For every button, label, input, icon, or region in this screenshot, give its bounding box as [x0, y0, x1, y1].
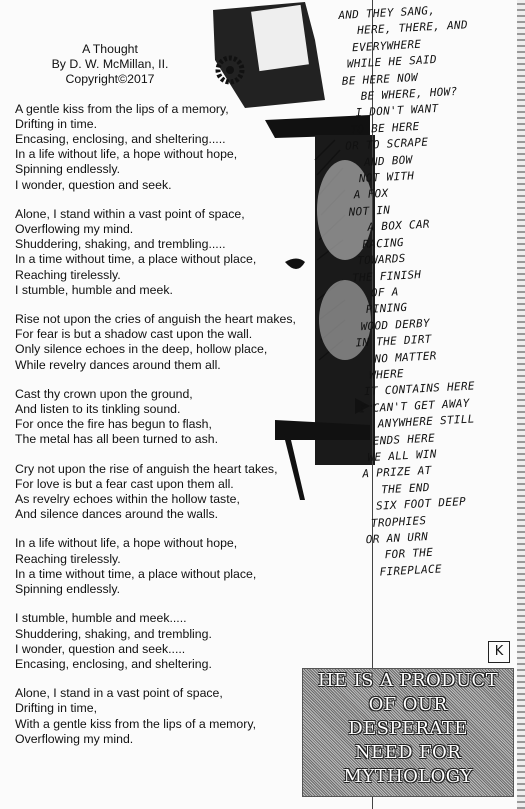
poem-line: Rise not upon the cries of anguish the heart makes, — [15, 312, 296, 327]
poem-line: Encasing, enclosing, and sheltering..... — [15, 132, 226, 147]
handwritten-line: TROPHIES — [370, 513, 427, 530]
handwritten-line: A BOX CAR — [367, 217, 431, 235]
poem-line: I wonder, question and seek. — [15, 177, 172, 192]
poem-line: I stumble, humble and meek..... — [15, 611, 187, 626]
banner-line: MYTHOLOGY — [343, 766, 473, 787]
handwritten-line: NO MATTER — [374, 348, 437, 366]
poem-line: Drifting in time, — [15, 701, 98, 716]
handwritten-line: WOOD DERBY — [360, 316, 431, 333]
poem-copyright: Copyright©2017 — [65, 72, 155, 87]
handwritten-line: WHERE — [368, 367, 405, 382]
handwritten-line: OF A — [370, 285, 399, 300]
page-edge-scan — [517, 0, 525, 809]
poem-line: And silence dances around the walls. — [15, 507, 219, 522]
banner-caption — [302, 668, 514, 797]
poem-line: In a time without time, a place without place, — [15, 566, 257, 581]
poem-line: In a time without time, a place without place, — [15, 252, 257, 267]
handwritten-line: RACING — [362, 235, 405, 251]
handwritten-line: OR TO SCRAPE — [344, 135, 429, 154]
poem-line: Overflowing my mind. — [15, 731, 134, 746]
handwritten-line: AND BOW — [363, 152, 413, 169]
poem-line: In a life without life, a hope without hope, — [15, 147, 238, 162]
poem-line: Spinning endlessly. — [15, 162, 121, 177]
handwritten-line: WHILE HE SAID — [346, 53, 438, 71]
handwritten-line: IT CONTAINS HERE — [363, 379, 476, 399]
poem-byline: By D. W. McMillan, II. — [51, 57, 169, 72]
handwritten-line: BE WHERE, HOW? — [360, 84, 458, 103]
poem-line: With a gentle kiss from the lips of a memory, — [15, 716, 257, 731]
poem-line: Cast thy crown upon the ground, — [15, 386, 193, 401]
handwritten-line: I CAN'T GET AWAY — [358, 396, 470, 416]
handwritten-verse — [338, 0, 525, 581]
handwritten-line: A PRIZE AT — [362, 464, 432, 481]
banner-line: HE IS A PRODUCT — [317, 670, 499, 691]
poem-line: Encasing, enclosing, and sheltering. — [15, 656, 212, 671]
poem-line: Shuddering, shaking, and trembling..... — [15, 237, 226, 252]
handwritten-line: THE FINISH — [351, 267, 422, 285]
handwritten-line: ANYWHERE STILL — [377, 412, 475, 431]
lips-icon — [285, 259, 305, 270]
handwritten-line: IN THE DIRT — [355, 332, 432, 350]
handwritten-line: A FOX — [353, 187, 389, 202]
poem-line: Shuddering, shaking, and trembling. — [15, 626, 212, 641]
handwritten-line: WE ALL WIN — [367, 447, 438, 465]
poem-line: For fear is but a shadow cast upon the wall. — [15, 327, 253, 342]
handwritten-line: FOR THE — [384, 546, 434, 562]
handwritten-line: I DON'T WANT — [355, 102, 439, 120]
handwritten-line: THE END — [380, 480, 431, 497]
stamp-mark: K — [488, 641, 510, 663]
handwritten-line: TO BE HERE — [350, 119, 420, 137]
handwritten-line: HERE, THERE, AND — [356, 18, 469, 38]
handwritten-line: NOT IN — [348, 203, 391, 219]
poem-line: The metal has all been turned to ash. — [15, 432, 219, 447]
banner-line: DESPERATE — [348, 718, 468, 739]
poem-line: Only silence echoes in the deep, hollow place, — [15, 342, 268, 357]
handwritten-line: ENDS HERE — [372, 431, 436, 448]
poem-line: Reaching tirelessly. — [15, 267, 121, 282]
poem-line: Drifting in time. — [15, 116, 98, 131]
poem-line: Alone, I stand within a vast point of space, — [15, 206, 245, 221]
handwritten-line: NOT WITH — [358, 169, 415, 186]
handwritten-line: FIREPLACE — [379, 562, 443, 579]
poem-line: I stumble, humble and meek. — [15, 282, 173, 297]
poem-line: In a life without life, a hope without hope, — [15, 536, 238, 551]
poem-line: As revelry echoes within the hollow taste, — [15, 492, 240, 507]
banner-line: OF OUR — [368, 694, 448, 715]
handwritten-line: PINING — [365, 301, 408, 317]
banner-line: NEED FOR — [354, 742, 462, 763]
poem-title: A Thought — [82, 42, 138, 56]
poem-line: Overflowing my mind. — [15, 222, 134, 237]
stanza — [15, 611, 335, 672]
poem-line: Alone, I stand in a vast point of space, — [15, 686, 223, 701]
poem-line: For love is but a fear cast upon them all. — [15, 476, 234, 491]
poem-line: And listen to its tinkling sound. — [15, 402, 181, 417]
poem-line: While revelry dances around them all. — [15, 357, 221, 372]
handwritten-line: AND THEY SANG, — [338, 3, 436, 22]
poem-line: For once the fire has begun to flash, — [15, 417, 212, 432]
poem-line: A gentle kiss from the lips of a memory, — [15, 101, 229, 116]
poem-line: I wonder, question and seek..... — [15, 641, 186, 656]
handwritten-line: SIX FOOT DEEP — [375, 495, 467, 513]
poem-line: Reaching tirelessly. — [15, 551, 121, 566]
poem-header — [15, 42, 205, 88]
handwritten-line: EVERYWHERE — [351, 37, 422, 55]
handwritten-line: OR AN URN — [365, 530, 429, 547]
stanza — [15, 686, 335, 747]
stanza — [15, 536, 335, 597]
handwritten-line: BE HERE NOW — [341, 70, 419, 88]
poem-line: Spinning endlessly. — [15, 582, 121, 597]
handwritten-line: TOWARDS — [356, 251, 407, 268]
poem-line: Cry not upon the rise of anguish the heart takes, — [15, 461, 278, 476]
